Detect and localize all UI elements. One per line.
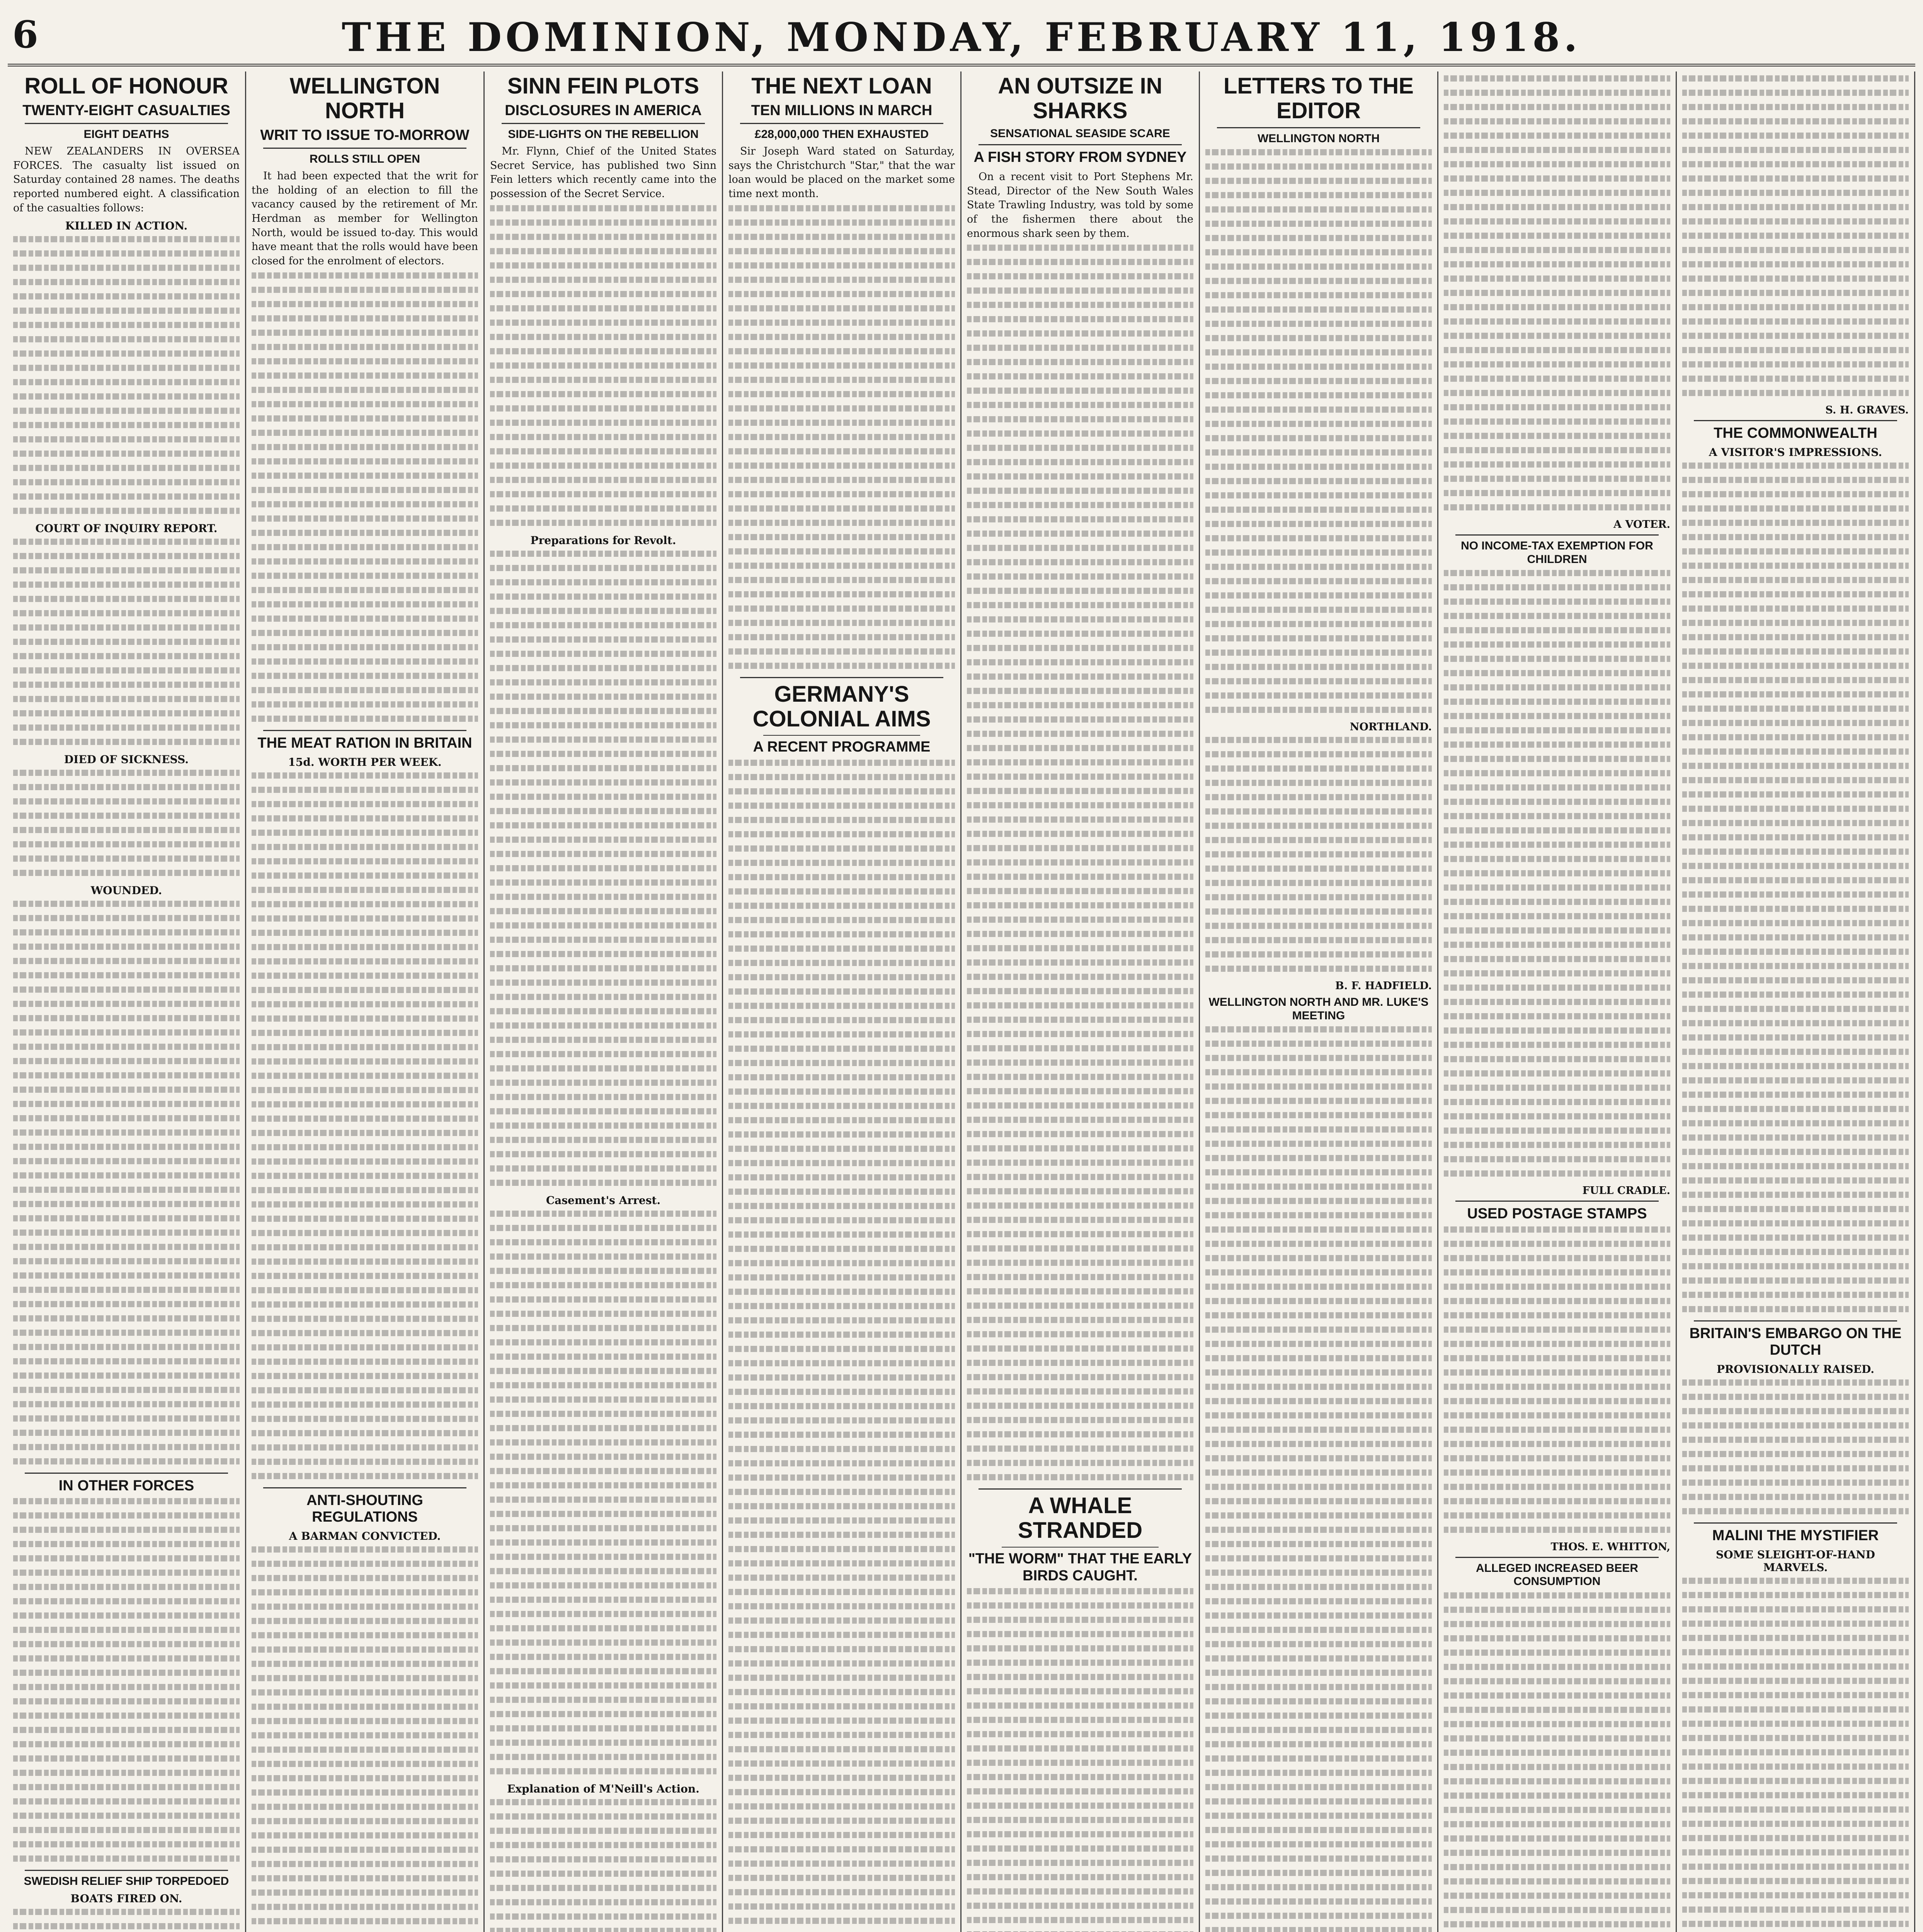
wounded-list-text: [13, 901, 240, 1464]
other-forces-text: [13, 1498, 240, 1862]
dutch-embargo-headline: BRITAIN'S EMBARGO ON THE DUTCH: [1689, 1325, 1902, 1359]
letter-text: [1205, 1026, 1432, 1932]
roll-of-honour-headline: ROLL OF HONOUR: [24, 73, 228, 99]
divider: [1694, 1522, 1897, 1524]
boats-fired-subheadline: BOATS FIRED ON.: [70, 1892, 182, 1905]
visitor-impressions-subheadline: A VISITOR'S IMPRESSIONS.: [1709, 446, 1882, 459]
embargo-text: [1682, 1379, 1909, 1514]
casualty-list-text: [13, 236, 240, 514]
rebellion-subheadline: SIDE-LIGHTS ON THE REBELLION: [508, 128, 699, 141]
postage-stamps-heading: USED POSTAGE STAMPS: [1467, 1206, 1647, 1222]
meat-ration-text: [252, 772, 478, 1479]
column-6: [1200, 71, 1438, 1932]
killed-heading: KILLED IN ACTION.: [65, 219, 188, 232]
article-text: [728, 205, 955, 669]
letter-signature: NORTHLAND.: [1350, 721, 1432, 733]
revolt-crosshead: Preparations for Revolt.: [530, 534, 676, 547]
casualties-subheadline: TWENTY-EIGHT CASUALTIES: [22, 102, 230, 119]
divider: [1455, 1201, 1659, 1202]
died-of-sickness-heading: DIED OF SICKNESS.: [64, 753, 189, 766]
next-loan-headline: THE NEXT LOAN: [751, 73, 932, 99]
divider: [25, 1473, 228, 1474]
article-text: [490, 1211, 716, 1774]
court-of-inquiry-heading: COURT OF INQUIRY REPORT.: [35, 522, 218, 535]
beer-consumption-heading: ALLEGED INCREASED BEER CONSUMPTION: [1475, 1561, 1639, 1588]
column-4: [723, 71, 962, 1932]
divider: [1002, 1547, 1159, 1548]
disclosures-subheadline: DISCLOSURES IN AMERICA: [505, 102, 702, 119]
meat-ration-headline: THE MEAT RATION IN BRITAIN: [257, 735, 472, 751]
letter-continued-text: [1682, 75, 1909, 396]
column-3: [485, 71, 723, 1932]
colonial-aims-headline: GERMANY'S COLONIAL AIMS: [752, 681, 931, 731]
writ-subheadline: WRIT TO ISSUE TO-MORROW: [260, 127, 470, 143]
rolls-open-subheadline: ROLLS STILL OPEN: [309, 153, 420, 166]
divider: [263, 148, 466, 149]
divider: [263, 1487, 466, 1488]
column-1: [8, 71, 246, 1932]
other-forces-headline: IN OTHER FORCES: [58, 1477, 194, 1494]
letter-text: [1444, 1592, 1670, 1932]
letters-headline: LETTERS TO THE EDITOR: [1224, 73, 1414, 123]
inquiry-list-text: [13, 539, 240, 745]
whale-text: [967, 1588, 1193, 1932]
meat-ration-subheadline: 15d. WORTH PER WEEK.: [288, 755, 442, 769]
income-tax-heading: NO INCOME-TAX EXEMPTION FOR CHILDREN: [1461, 539, 1653, 566]
casualty-intro: NEW ZEALANDERS IN OVERSEA FORCES. The casualty list issued on Saturday contained 28 names. The deaths reported numbered eight. A classification of the casualties follows:: [13, 145, 240, 214]
sharks-lead: On a recent visit to Port Stephens Mr. Stead, Director of the New South Wales State Trawling Industry, was told by some of the fishermen there about the enormous shark seen by them.: [967, 170, 1193, 240]
divider: [1455, 534, 1659, 536]
sleight-of-hand-subheadline: SOME SLEIGHT-OF-HAND MARVELS.: [1716, 1548, 1875, 1574]
sinn-fein-lead: Mr. Flynn, Chief of the United States Secret Service, has published two Sinn Fein letters which recently came into the possession of the Secret Service.: [490, 145, 716, 200]
column-2: [246, 71, 485, 1932]
wounded-heading: WOUNDED.: [90, 884, 162, 897]
relief-ship-headline: SWEDISH RELIEF SHIP TORPEDOED: [24, 1875, 229, 1888]
commonwealth-text: [1682, 463, 1909, 1312]
letter-text: [1205, 737, 1432, 972]
divider: [1694, 420, 1897, 421]
eight-deaths-subheadline: EIGHT DEATHS: [83, 128, 169, 141]
wellington-north-lead: It had been expected that the writ for the holding of an election to fill the vacancy caused by the retirement of Mr. Herdman as member for Wellington North, would be issued to-day. This would have meant that the rolls would have been closed for the enrolment of electors.: [252, 170, 478, 267]
divider: [25, 1870, 228, 1871]
barman-subheadline: A BARMAN CONVICTED.: [289, 1529, 441, 1543]
divider: [1217, 127, 1420, 128]
divider: [1455, 1557, 1659, 1558]
wellington-north-headline: WELLINGTON NORTH: [289, 73, 440, 123]
column-8: [1677, 71, 1915, 1932]
column-5: [962, 71, 1200, 1932]
masthead: [8, 6, 1915, 66]
article-text: [967, 245, 1193, 1480]
next-loan-lead: Sir Joseph Ward stated on Saturday, says the Christchurch "Star," that the war loan would be placed on the market some time next month.: [728, 145, 955, 200]
malini-headline: MALINI THE MYSTIFIER: [1712, 1527, 1879, 1544]
sinn-fein-headline: SINN FEIN PLOTS: [507, 73, 699, 99]
wellington-north-letter-heading: WELLINGTON NORTH: [1257, 132, 1380, 145]
mneill-crosshead: Explanation of M'Neill's Action.: [507, 1782, 699, 1795]
malini-text: [1682, 1578, 1909, 1932]
letter-signature: THOS. E. WHITTON,: [1550, 1541, 1670, 1553]
luke-meeting-heading: WELLINGTON NORTH AND MR. LUKE'S MEETING: [1208, 996, 1429, 1022]
letter-text: [1205, 149, 1432, 713]
sharks-headline: AN OUTSIZE IN SHARKS: [998, 73, 1162, 123]
letter-text: [1444, 570, 1670, 1177]
divider: [25, 123, 228, 124]
letter-text: [1444, 1226, 1670, 1533]
seaside-scare-subheadline: SENSATIONAL SEASIDE SCARE: [990, 127, 1170, 140]
exhausted-subheadline: £28,000,000 THEN EXHAUSTED: [754, 128, 929, 141]
divider: [979, 1488, 1182, 1490]
anti-shouting-text: [252, 1546, 478, 1932]
divider: [979, 144, 1182, 145]
ten-millions-subheadline: TEN MILLIONS IN MARCH: [751, 102, 933, 119]
anti-shouting-headline: ANTI-SHOUTING REGULATIONS: [306, 1492, 423, 1526]
died-list-text: [13, 770, 240, 876]
relief-ship-text: [13, 1909, 240, 1932]
divider: [502, 123, 705, 124]
fish-story-subheadline: A FISH STORY FROM SYDNEY: [973, 149, 1187, 166]
divider: [740, 123, 943, 124]
divider: [763, 735, 920, 736]
letter-signature: S. H. GRAVES.: [1825, 404, 1909, 416]
recent-programme-subheadline: A RECENT PROGRAMME: [753, 739, 931, 755]
provisionally-raised-subheadline: PROVISIONALLY RAISED.: [1716, 1363, 1875, 1376]
letter-signature: B. F. HADFIELD.: [1335, 980, 1432, 992]
commonwealth-headline: THE COMMONWEALTH: [1714, 425, 1877, 441]
letter-continued-text: [1444, 75, 1670, 510]
column-7: [1438, 71, 1677, 1932]
letter-signature: FULL CRADLE.: [1582, 1185, 1670, 1197]
divider: [740, 677, 943, 678]
article-text: [252, 272, 478, 722]
colonial-text: [728, 760, 955, 1932]
worm-subheadline: "THE WORM" THAT THE EARLY BIRDS CAUGHT.: [968, 1550, 1192, 1584]
divider: [263, 730, 466, 731]
whale-stranded-headline: A WHALE STRANDED: [1018, 1493, 1143, 1543]
newspaper-title: THE DOMINION, MONDAY, FEBRUARY 11, 1918.: [342, 14, 1581, 61]
divider: [1694, 1320, 1897, 1321]
letter-signature: A VOTER.: [1613, 519, 1670, 531]
article-text: [490, 205, 716, 526]
article-text: [490, 551, 716, 1186]
casement-crosshead: Casement's Arrest.: [546, 1194, 661, 1207]
page-number: 6: [12, 13, 38, 56]
article-text: [490, 1799, 716, 1932]
